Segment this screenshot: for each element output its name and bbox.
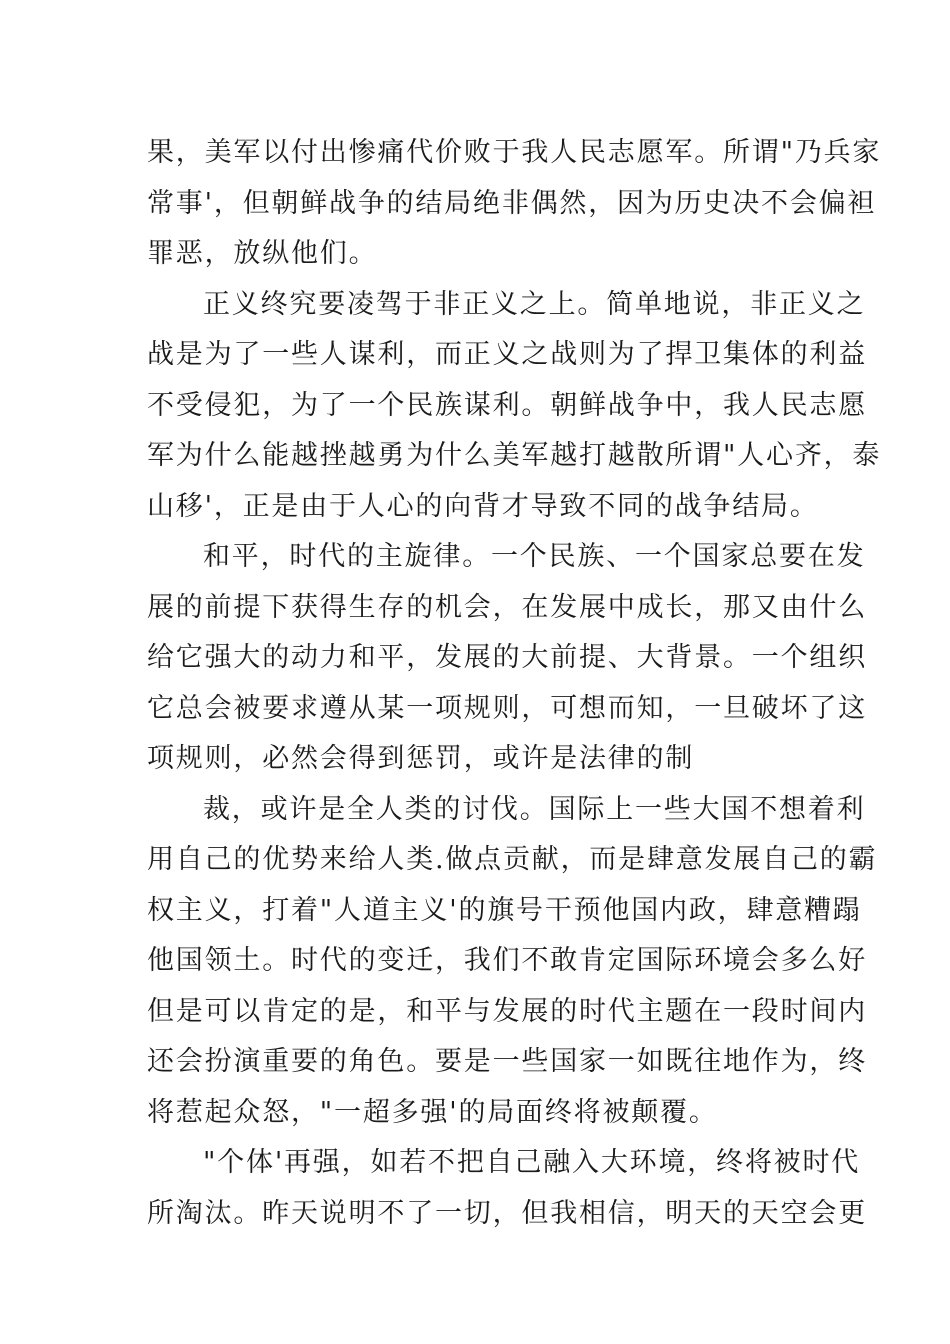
- text-line: 用自己的优势来给人类.做点贡献，而是肆意发展自己的霸: [147, 844, 878, 875]
- text-line: 裁，或许是全人类的讨伐。国际上一些大国不想着利: [203, 793, 866, 825]
- text-line: 项规则，必然会得到惩罚，或许是法律的制: [147, 743, 695, 774]
- text-line: 和平，时代的主旋律。一个民族、一个国家总要在发: [203, 541, 866, 572]
- text-line: 它总会被要求遵从某一项规则，可想而知，一旦破坏了这: [147, 692, 867, 724]
- text-line: 军为什么能越挫越勇为什么美军越打越散所谓"人心齐，泰: [147, 440, 882, 471]
- text-line: 还会扮演重要的角色。要是一些国家一如既往地作为，终: [147, 1046, 867, 1077]
- text-line: 他国领土。时代的变迁，我们不敢肯定国际环境会多么好: [147, 945, 867, 976]
- text-line: 所淘汰。昨天说明不了一切，但我相信，明天的天空会更: [147, 1197, 867, 1229]
- text-line: 果，美军以付出惨痛代价败于我人民志愿军。所谓"乃兵家: [147, 137, 882, 168]
- text-line: 展的前提下获得生存的机会，在发展中成长，那又由什么: [147, 591, 867, 623]
- document-body: [147, 128, 882, 1239]
- text-line: 常事'，但朝鲜战争的结局绝非偶然，因为历史决不会偏袒: [147, 187, 877, 219]
- text-line: 权主义，打着"人道主义'的旗号干预他国内政，肆意糟蹋: [147, 894, 862, 926]
- text-line: "个体'再强，如若不把自己融入大环境，终将被时代: [203, 1147, 861, 1178]
- text-line: 但是可以肯定的是，和平与发展的时代主题在一段时间内: [147, 995, 867, 1027]
- text-line: 山移'，正是由于人心的向背才导致不同的战争结局。: [147, 490, 819, 522]
- text-line: 罪恶，放纵他们。: [147, 238, 378, 269]
- text-line: 不受侵犯，为了一个民族谋利。朝鲜战争中，我人民志愿: [147, 389, 867, 421]
- text-line: 正义终究要凌驾于非正义之上。简单地说，非正义之: [203, 288, 866, 320]
- text-line: 将惹起众怒，"一超多强'的局面终将被颠覆。: [147, 1096, 718, 1128]
- text-line: 战是为了一些人谋利，而正义之战则为了捍卫集体的利益: [147, 339, 867, 370]
- text-line: 给它强大的动力和平，发展的大前提、大背景。一个组织: [147, 642, 867, 673]
